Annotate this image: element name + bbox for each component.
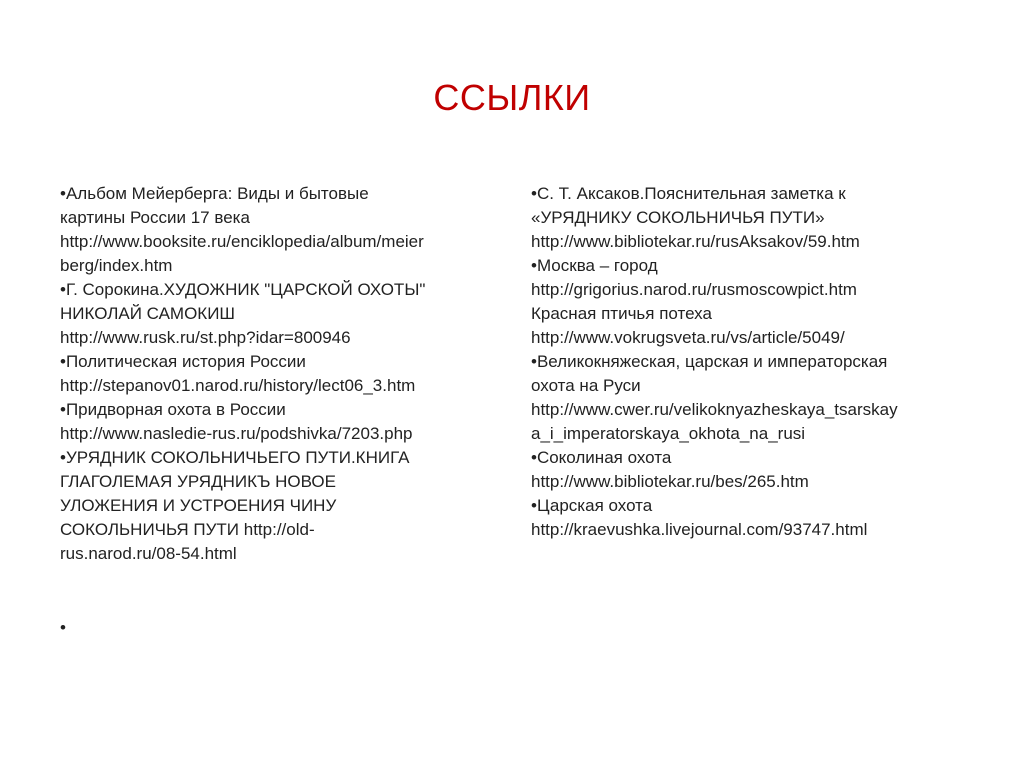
text-line: охота на Руси bbox=[531, 376, 641, 395]
text-line: картины России 17 века bbox=[60, 208, 250, 227]
link-line[interactable]: http://www.rusk.ru/st.php?idar=800946 bbox=[60, 328, 351, 347]
link-line[interactable]: СОКОЛЬНИЧЬЯ ПУТИ http://old- bbox=[60, 520, 315, 539]
link-line[interactable]: http://www.nasledie-rus.ru/podshivka/7203.php bbox=[60, 424, 413, 443]
link-line[interactable]: rus.narod.ru/08-54.html bbox=[60, 544, 237, 563]
link-line[interactable]: http://www.cwer.ru/velikoknyazheskaya_tsarskay bbox=[531, 400, 898, 419]
text-line: •Альбом Мейерберга: Виды и бытовые bbox=[60, 184, 369, 203]
text-line: «УРЯДНИКУ СОКОЛЬНИЧЬЯ ПУТИ» bbox=[531, 208, 825, 227]
link-line[interactable]: berg/index.htm bbox=[60, 256, 173, 275]
text-line: УЛОЖЕНИЯ И УСТРОЕНИЯ ЧИНУ bbox=[60, 496, 337, 515]
text-line: ГЛАГОЛЕМАЯ УРЯДНИКЪ НОВОЕ bbox=[60, 472, 336, 491]
text-line: •Великокняжеская, царская и императорская bbox=[531, 352, 888, 371]
left-column bbox=[60, 182, 500, 566]
link-line[interactable]: http://grigorius.narod.ru/rusmoscowpict.htm bbox=[531, 280, 857, 299]
link-line[interactable]: http://www.bibliotekar.ru/bes/265.htm bbox=[531, 472, 809, 491]
link-line[interactable]: http://stepanov01.narod.ru/history/lect06_3.htm bbox=[60, 376, 416, 395]
link-line[interactable]: http://kraevushka.livejournal.com/93747.html bbox=[531, 520, 868, 539]
text-line: НИКОЛАЙ САМОКИШ bbox=[60, 304, 236, 323]
empty-bullet: • bbox=[60, 618, 66, 637]
slide-title: ССЫЛКИ bbox=[433, 77, 591, 118]
text-line: Красная птичья потеха bbox=[531, 304, 712, 323]
text-line: •С. Т. Аксаков.Пояснительная заметка к bbox=[531, 184, 846, 203]
link-line[interactable]: http://www.booksite.ru/enciklopedia/album/meier bbox=[60, 232, 424, 251]
text-line: •УРЯДНИК СОКОЛЬНИЧЬЕГО ПУТИ.КНИГА bbox=[60, 448, 410, 467]
right-column bbox=[531, 182, 971, 542]
link-line[interactable]: http://www.vokrugsveta.ru/vs/article/5049/ bbox=[531, 328, 845, 347]
link-line[interactable]: http://www.bibliotekar.ru/rusAksakov/59.htm bbox=[531, 232, 860, 251]
text-line: •Придворная охота в России bbox=[60, 400, 286, 419]
text-line: •Соколиная охота bbox=[531, 448, 672, 467]
text-line: •Политическая история России bbox=[60, 352, 306, 371]
link-line[interactable]: a_i_imperatorskaya_okhota_na_rusi bbox=[531, 424, 806, 443]
text-line: •Москва – город bbox=[531, 256, 658, 275]
text-line: •Г. Сорокина.ХУДОЖНИК "ЦАРСКОЙ ОХОТЫ" bbox=[60, 280, 426, 299]
text-line: •Царская охота bbox=[531, 496, 653, 515]
